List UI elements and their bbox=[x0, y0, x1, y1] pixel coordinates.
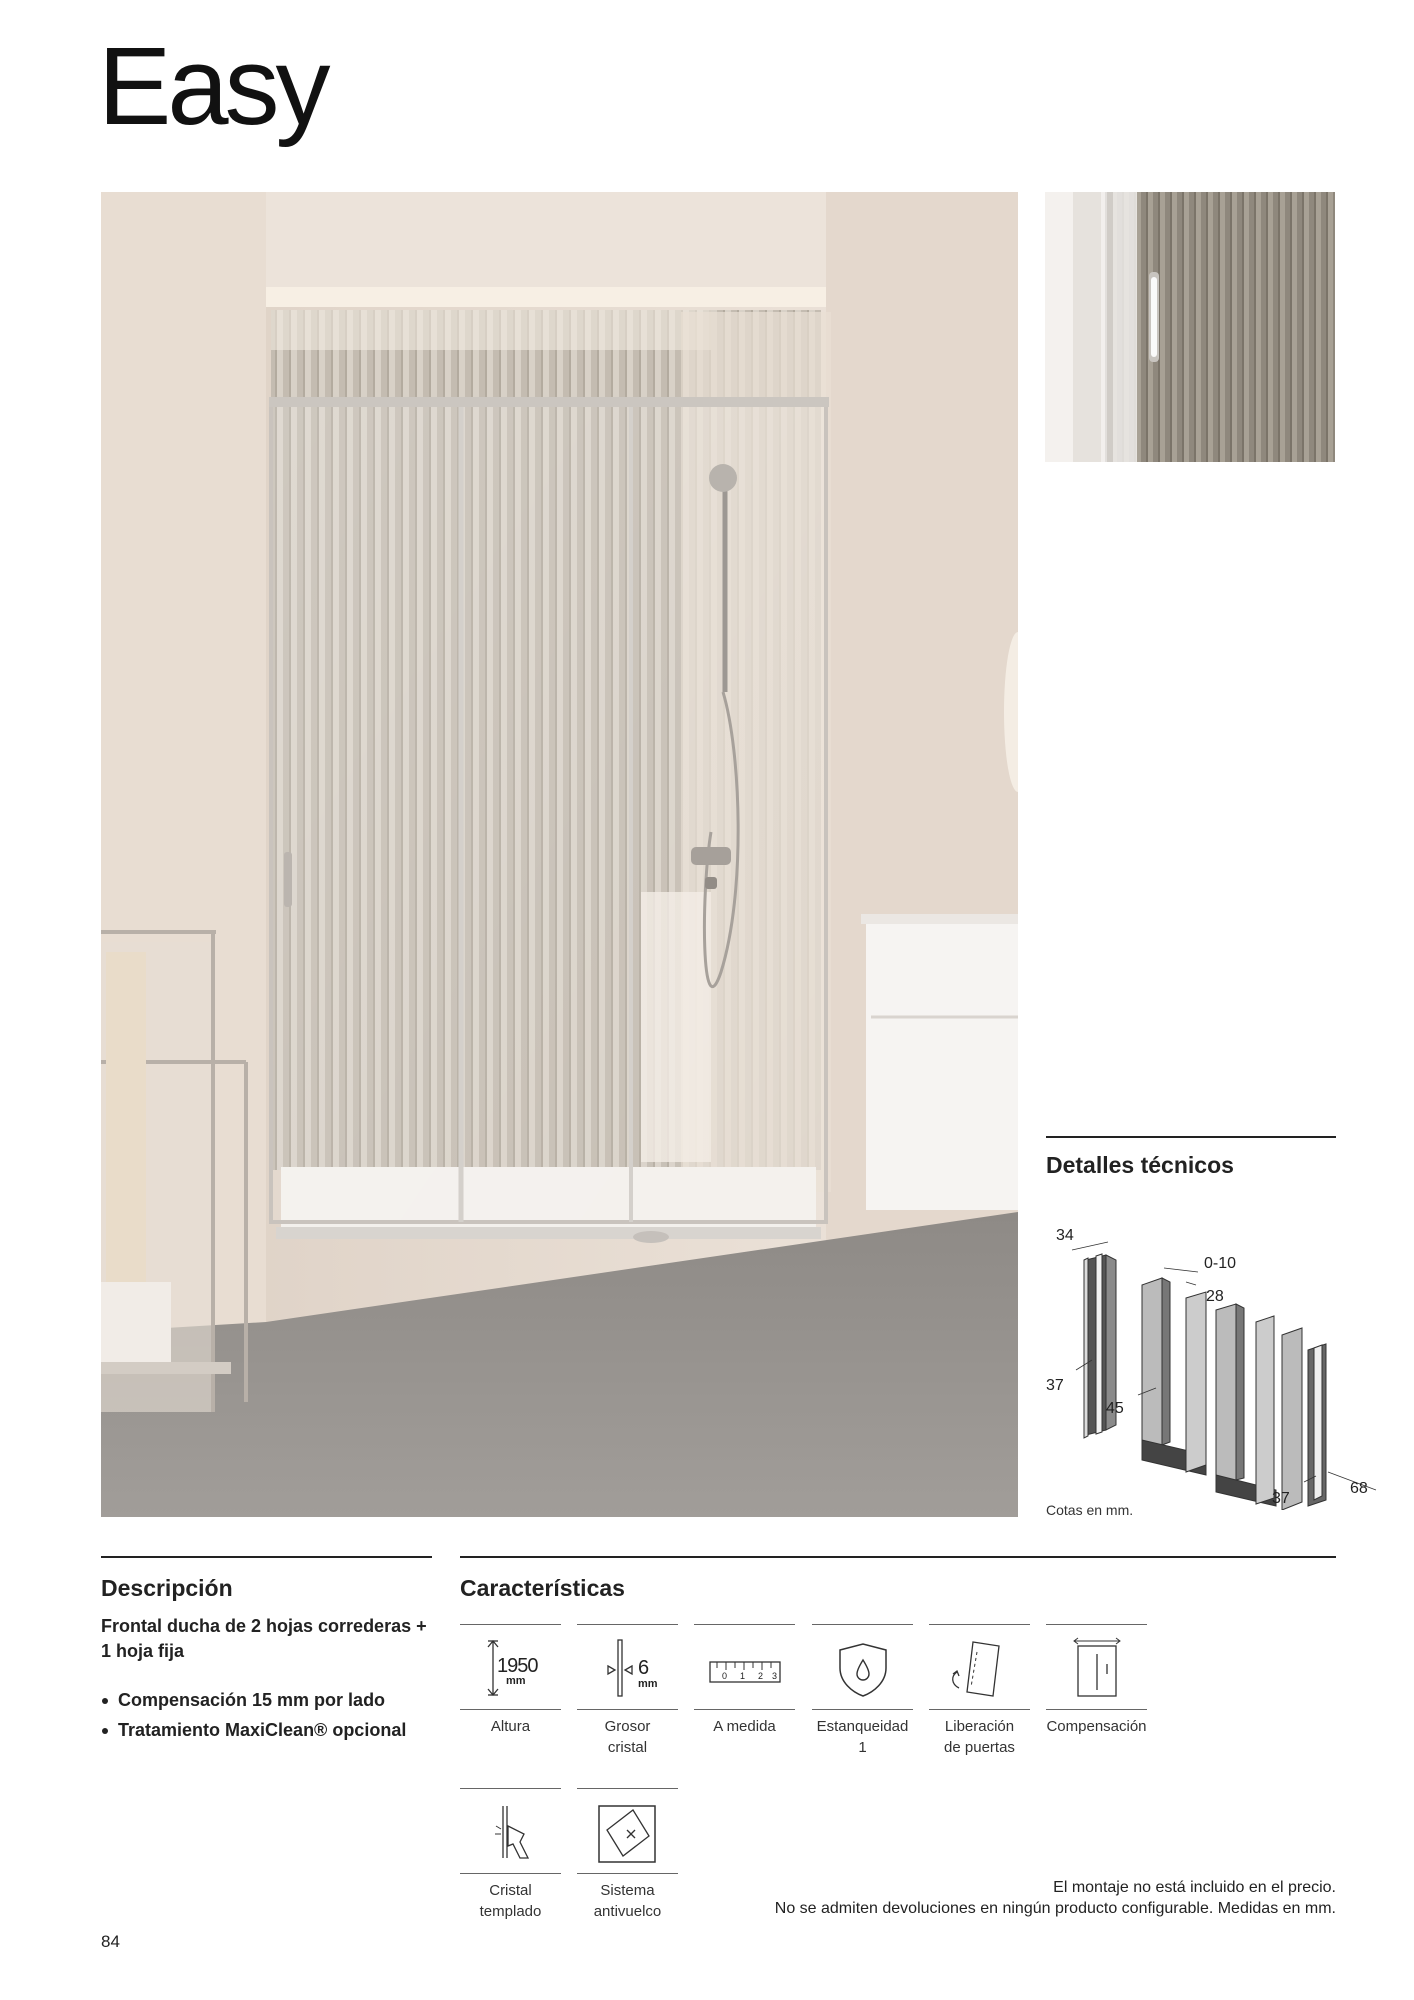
dimension-label: 37 bbox=[1046, 1377, 1064, 1394]
feature-anti-tip bbox=[577, 1788, 678, 1958]
feature-label: Compensación bbox=[1046, 1718, 1147, 1735]
description-bullets bbox=[101, 1685, 406, 1745]
dimension-label: 68 bbox=[1350, 1480, 1368, 1497]
profile-cross-section-diagram bbox=[1046, 1210, 1386, 1510]
svg-text:0: 0 bbox=[722, 1671, 728, 1681]
footer-line: El montaje no está incluido en el precio. bbox=[1053, 1879, 1336, 1896]
dimension-label: 37 bbox=[1272, 1490, 1290, 1507]
feature-label: Liberación de puertas bbox=[944, 1718, 1015, 1756]
dimension-label: 45 bbox=[1106, 1400, 1124, 1417]
height-icon bbox=[468, 1632, 554, 1704]
feature-height bbox=[460, 1624, 561, 1794]
svg-text:1: 1 bbox=[740, 1671, 746, 1681]
svg-text:2: 2 bbox=[758, 1671, 764, 1681]
features-divider bbox=[460, 1556, 1336, 1558]
technical-details-divider bbox=[1046, 1136, 1336, 1138]
feature-label: Estanqueidad 1 bbox=[816, 1718, 909, 1756]
feature-door-release bbox=[929, 1624, 1030, 1794]
feature-compensation bbox=[1046, 1624, 1147, 1794]
description-text: Frontal ducha de 2 hojas correderas + 1 hoja fija bbox=[101, 1616, 427, 1661]
feature-label: Cristal templado bbox=[479, 1882, 542, 1920]
description-divider bbox=[101, 1556, 432, 1558]
dimension-label: 28 bbox=[1206, 1288, 1224, 1305]
ruler-icon bbox=[702, 1632, 788, 1704]
door-release-icon bbox=[937, 1632, 1023, 1704]
feature-custom-size bbox=[694, 1624, 795, 1794]
features-heading: Características bbox=[460, 1575, 625, 1601]
feature-watertight bbox=[812, 1624, 913, 1794]
svg-text:1950: 1950 bbox=[497, 1655, 538, 1677]
feature-label: A medida bbox=[713, 1718, 776, 1735]
dimensions-note: Cotas en mm. bbox=[1046, 1502, 1134, 1518]
watertight-shield-icon bbox=[820, 1632, 906, 1704]
svg-text:6: 6 bbox=[638, 1657, 650, 1679]
tempered-glass-icon bbox=[468, 1796, 554, 1868]
feature-label: Grosor cristal bbox=[604, 1718, 651, 1756]
page-title: Easy bbox=[98, 25, 327, 148]
anti-tip-icon bbox=[585, 1796, 671, 1868]
footer-line: No se admiten devoluciones en ningún producto configurable. Medidas en mm. bbox=[774, 1900, 1336, 1917]
feature-label: Altura bbox=[490, 1718, 531, 1735]
description-heading: Descripción bbox=[101, 1575, 233, 1601]
bullet-item: Tratamiento MaxiClean® opcional bbox=[101, 1715, 406, 1745]
glass-thickness-icon bbox=[585, 1632, 671, 1704]
shower-product-photo bbox=[101, 192, 1018, 1517]
feature-glass-thickness bbox=[577, 1624, 678, 1794]
dimension-label: 34 bbox=[1056, 1227, 1074, 1244]
feature-tempered-glass bbox=[460, 1788, 561, 1958]
technical-details-heading: Detalles técnicos bbox=[1046, 1152, 1234, 1178]
feature-label: Sistema antivuelco bbox=[593, 1882, 662, 1920]
svg-text:mm: mm bbox=[506, 1675, 526, 1687]
page-number: 84 bbox=[101, 1932, 120, 1951]
dimension-label: 0-10 bbox=[1204, 1255, 1237, 1272]
svg-text:3: 3 bbox=[772, 1671, 778, 1681]
bullet-item: Compensación 15 mm por lado bbox=[101, 1685, 406, 1715]
compensation-icon bbox=[1054, 1632, 1140, 1704]
svg-text:mm: mm bbox=[638, 1678, 658, 1690]
footer-disclaimer bbox=[775, 1877, 1336, 1919]
profile-detail-photo bbox=[1045, 192, 1335, 462]
